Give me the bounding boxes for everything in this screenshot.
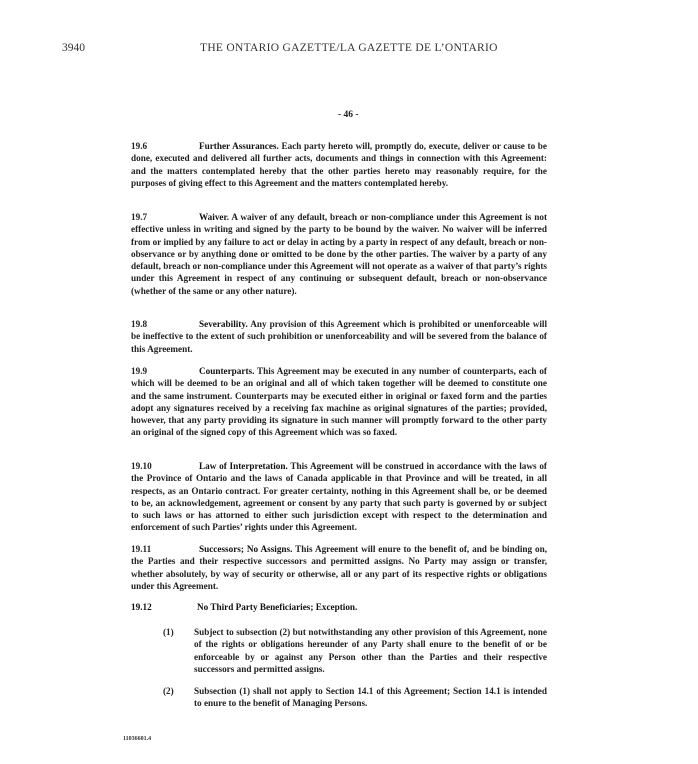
footer-document-code: 11036601.4 xyxy=(123,736,152,742)
subsection-number: (1) xyxy=(163,627,174,637)
gazette-page-number: 3940 xyxy=(62,42,85,54)
subsection-1 xyxy=(163,626,547,675)
section-number: 19.12 xyxy=(131,602,152,612)
subsection-2 xyxy=(163,685,547,710)
section-number: 19.6 xyxy=(131,141,148,151)
section-19-12 xyxy=(131,602,357,612)
document-page-label: - 46 - xyxy=(338,110,359,120)
gazette-title: THE ONTARIO GAZETTE/LA GAZETTE DE L’ONTARIO xyxy=(200,42,498,54)
section-number: 19.8 xyxy=(131,319,148,329)
section-19-6 xyxy=(131,140,547,189)
section-heading: Severability. xyxy=(199,319,248,329)
section-19-10 xyxy=(131,460,547,534)
section-heading: Waiver. xyxy=(199,212,230,222)
section-text: This Agreement will be construed in accordance with the laws of the Province of Ontario and the laws of Canada applicable in that Province and will be treated, in all respects, as an Ontario contract. For greater certainty, nothing in this Agreement shall be, or be deemed to be, an acknowledgement, agreement or consent by any party that such party is governed by or subject to such laws or has attorned to either such jurisdiction except with respect to the determination and enforcement of such Parties’ rights under this Agreement. xyxy=(131,461,547,533)
section-19-11 xyxy=(131,543,547,592)
section-19-7 xyxy=(131,211,547,297)
section-text: This Agreement may be executed in any number of counterparts, each of which will be deemed to be an original and all of which taken together will be deemed to constitute one and the same instrument. Counterparts may be executed either in original or faxed form and the parties adopt any signatures received by a receiving fax machine as original signatures of the parties; provided, however, that any party providing its signature in such manner will promptly forward to the other party an original of the signed copy of this Agreement which was so faxed. xyxy=(131,366,547,438)
section-text: Any provision of this Agreement which is prohibited or unenforceable will be ineffective to the extent of such prohibition or unenforceability and will be severed from the balance of this Agreement. xyxy=(131,319,547,354)
section-text: A waiver of any default, breach or non-compliance under this Agreement is not effective unless in writing and signed by the party to be bound by the waiver. No waiver will be inferred from or implied by any failure to act or delay in acting by a party in respect of any default, breach or non-observance or by anything done or omitted to be done by the other parties. The waiver by a party of any default, breach or non-compliance under this Agreement will not operate as a waiver of that party’s rights under this Agreement in respect of any continuing or subsequent default, breach or non-observance (whether of the same or any other nature). xyxy=(131,212,548,296)
section-19-8 xyxy=(131,318,547,355)
section-text: This Agreement will enure to the benefit of, and be binding on, the Parties and their respective successors and permitted assigns. No Party may assign or transfer, whether absolutely, by way of security or otherwise, all or any part of its respective rights or obligations under this Agreement. xyxy=(131,544,548,591)
section-text: Each party hereto will, promptly do, execute, deliver or cause to be done, executed and delivered all further acts, documents and things in connection with this Agreement: and the matters contemplated hereby that the other parties hereto may reasonably require, for the purposes of giving effect to this Agreement and the matters contemplated hereby. xyxy=(131,141,547,188)
section-number: 19.11 xyxy=(131,544,152,554)
subsection-text: Subsection (1) shall not apply to Section 14.1 of this Agreement; Section 14.1 is intended to enure to the benefit of Managing Persons. xyxy=(194,686,547,709)
section-number: 19.7 xyxy=(131,212,148,222)
section-heading: Further Assurances. xyxy=(199,141,279,151)
subsection-text: Subject to subsection (2) but notwithstanding any other provision of this Agreement, none of the rights or obligations hereunder of any Party shall enure to the benefit of or be enforceable by or against any Person other than the Parties and their respective successors and permitted assigns. xyxy=(194,627,547,674)
section-19-9 xyxy=(131,365,547,439)
section-heading: Counterparts. xyxy=(199,366,255,376)
section-number: 19.9 xyxy=(131,366,148,376)
section-number: 19.10 xyxy=(131,461,152,471)
section-heading: Successors; No Assigns. xyxy=(199,544,293,554)
section-heading: No Third Party Beneficiaries; Exception. xyxy=(197,602,358,612)
subsection-number: (2) xyxy=(163,686,174,696)
section-heading: Law of Interpretation. xyxy=(199,461,288,471)
